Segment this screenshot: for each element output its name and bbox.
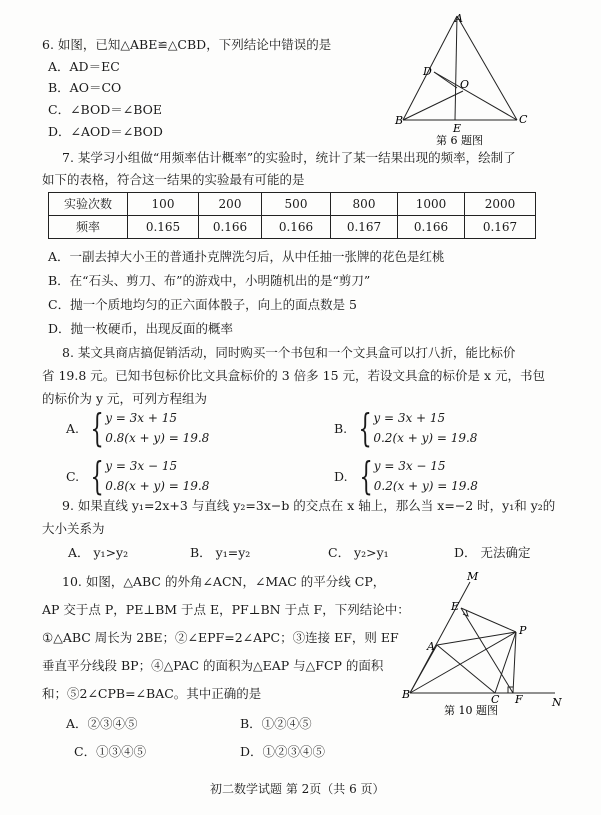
q10-label-p: P: [519, 624, 527, 637]
q10-figure: [400, 570, 580, 720]
q9-option-c: C． y₂>y₁: [328, 545, 389, 560]
q6-figure: [392, 8, 542, 148]
table-cell: 200: [199, 193, 262, 216]
q6-label-c: C: [519, 113, 528, 126]
q6-label-b: B: [395, 114, 404, 127]
brace-icon: {: [90, 406, 104, 450]
q9-stem-line1: 9. 如果直线 y₁=2x+3 与直线 y₂=3x−b 的交点在 x 轴上，那么当 x=−2 时，y₁和 y₂的: [62, 498, 556, 513]
q10-label-m: M: [467, 570, 479, 583]
q10-label-c: C: [491, 693, 500, 706]
q8-option-a: [66, 408, 209, 448]
frequency-table: [48, 192, 536, 239]
q7-option-a: A．一副去掉大小王的普通扑克牌洗匀后，从中任抽一张牌的花色是红桃: [48, 249, 445, 264]
q9-option-b: B． y₁=y₂: [190, 545, 251, 560]
option-letter: C.: [66, 468, 80, 484]
q10-option-c: C．①③④⑤: [74, 744, 147, 759]
q8-option-d: [334, 456, 478, 496]
q8-stem-line3: 的标价为 y 元，可列方程组为: [42, 391, 208, 406]
equation: y = 3x + 15: [105, 411, 178, 425]
q9-option-a: A． y₁>y₂: [68, 545, 129, 560]
q10-label-f: F: [515, 693, 523, 706]
table-row: [49, 193, 536, 216]
equation: 0.8(x + y) = 19.8: [105, 431, 210, 445]
brace-icon: {: [90, 454, 104, 498]
brace-icon: {: [358, 406, 372, 450]
q9-stem-line2: 大小关系为: [42, 521, 105, 536]
q6-option-c: C．∠BOD＝∠BOE: [48, 102, 162, 117]
table-cell: 0.166: [199, 216, 262, 239]
equation: y = 3x − 15: [105, 459, 178, 473]
q6-option-b: B．AO＝CO: [48, 80, 122, 95]
q7-stem-line1: 7. 某学习小组做“用频率估计概率”的实验时，统计了某一结果出现的频率，绘制了: [62, 150, 516, 165]
table-cell: 0.166: [398, 216, 465, 239]
q10-stem-line1: 10. 如图，△ABC 的外角∠ACN，∠MAC 的平分线 CP，: [62, 574, 386, 589]
table-row: [49, 216, 536, 239]
brace-icon: {: [359, 454, 373, 498]
q10-stem-line2: AP 交于点 P，PE⊥BM 于点 E，PF⊥BN 于点 F，下列结论中：: [42, 602, 410, 617]
q8-option-b: [334, 408, 477, 448]
table-cell: 0.166: [262, 216, 331, 239]
q7-option-d: D．抛一枚硬币，出现反面的概率: [48, 321, 234, 336]
q10-stem-line5: 和；⑤2∠CPB=∠BAC。其中正确的是: [42, 686, 262, 701]
q6-fig-caption: 第 6 题图: [436, 134, 483, 147]
q10-option-b: B．①②④⑤: [240, 716, 312, 731]
q10-label-a: A: [427, 640, 435, 653]
table-cell: 2000: [465, 193, 536, 216]
table-cell: 500: [262, 193, 331, 216]
equation: y = 3x + 15: [373, 411, 446, 425]
table-cell: 实验次数: [49, 193, 128, 216]
table-cell: 0.167: [331, 216, 398, 239]
q8-stem-line2: 省 19.8 元。已知书包标价比文具盒标价的 3 倍多 15 元，若设文具盒的标价是 x 元，书包: [42, 368, 546, 383]
option-letter: B.: [334, 420, 348, 436]
equation: y = 3x − 15: [373, 459, 446, 473]
table-cell: 100: [128, 193, 199, 216]
q7-option-b: B．在“石头、剪刀、布”的游戏中，小明随机出的是“剪刀”: [48, 273, 371, 288]
q10-stem-line3: ①△ABC 周长为 2BE；②∠EPF=2∠APC；③连接 EF，则 EF: [42, 630, 399, 645]
q6-option-d: D．∠AOD＝∠BOD: [48, 124, 163, 139]
option-letter: A.: [66, 420, 80, 436]
q9-option-d: D． 无法确定: [454, 545, 531, 560]
table-cell: 1000: [398, 193, 465, 216]
q6-option-a: A．AD＝EC: [48, 59, 120, 74]
q8-option-c: [66, 456, 209, 496]
equation: 0.2(x + y) = 19.8: [373, 431, 478, 445]
q7-stem-line2: 如下的表格，符合这一结果的实验最有可能的是: [42, 172, 305, 187]
table-cell: 频率: [49, 216, 128, 239]
table-cell: 0.165: [128, 216, 199, 239]
q10-option-a: A．②③④⑤: [66, 716, 138, 731]
q10-fig-caption: 第 10 题图: [444, 704, 498, 717]
option-letter: D.: [334, 468, 348, 484]
q10-option-d: D．①②③④⑤: [240, 744, 326, 759]
q6-label-o: O: [460, 78, 470, 91]
q10-label-b: B: [402, 688, 411, 701]
q10-label-e: E: [451, 600, 460, 613]
q8-stem-line1: 8. 某文具商店搞促销活动，同时购买一个书包和一个文具盒可以打八折，能比标价: [62, 345, 516, 360]
q6-stem: 6. 如图，已知△ABE≌△CBD，下列结论中错误的是: [42, 37, 332, 52]
q6-label-e: E: [453, 122, 462, 135]
q7-option-c: C．抛一个质地均匀的正六面体骰子，向上的面点数是 5: [48, 297, 357, 312]
equation: 0.2(x + y) = 19.8: [373, 479, 478, 493]
q10-stem-line4: 垂直平分线段 BP；④△PAC 的面积为△EAP 与△FCP 的面积: [42, 658, 384, 673]
equation: 0.8(x + y) = 19.8: [105, 479, 210, 493]
q10-label-n: N: [552, 696, 562, 709]
q6-label-d: D: [423, 65, 432, 78]
q6-label-a: A: [455, 12, 463, 25]
page-footer: 初二数学试题 第 2页（共 6 页）: [210, 782, 385, 796]
table-cell: 0.167: [465, 216, 536, 239]
table-cell: 800: [331, 193, 398, 216]
